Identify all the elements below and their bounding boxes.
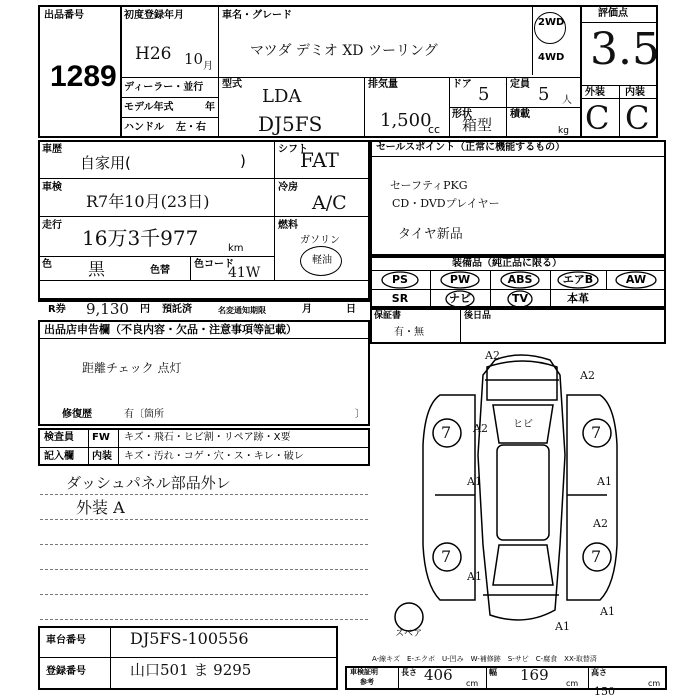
inspector-label: 検査員 — [44, 432, 74, 443]
equip-pw-circle — [441, 272, 479, 288]
color-code-label: 色コード — [194, 259, 234, 270]
mark-tire-fr: 7 — [591, 423, 602, 442]
mark-a1-rear: A1 — [555, 620, 570, 633]
warranty-options: 有・無 — [394, 327, 424, 338]
drive-2wd: 2WD — [538, 17, 565, 28]
handle-options: 左・右 — [176, 122, 206, 133]
mark-a1-left-rear: A1 — [467, 570, 482, 583]
mark-a2-right-rear: A2 — [593, 517, 608, 530]
type-prefix: LDA — [262, 86, 302, 107]
mark-a2-left: A2 — [473, 422, 488, 435]
model-year-label: モデル年式 — [124, 102, 174, 113]
equip-abs-circle — [501, 272, 539, 288]
recycle-label: R券 — [48, 304, 66, 315]
load-label: 積載 — [510, 109, 530, 120]
color-label: 色 — [42, 259, 52, 270]
equip-pw: PW — [449, 273, 471, 286]
height-value: 150 — [594, 685, 615, 698]
doors-value: 5 — [478, 84, 490, 105]
damage-legend: A-線キズ E-エクボ U-凹み W-補修跡 S-サビ C-腐食 XX-取替済 — [372, 655, 597, 663]
dimensions-frame — [345, 666, 667, 690]
car-damage-diagram — [375, 345, 665, 645]
lot-label: 出品番号 — [44, 10, 84, 21]
exterior-label: 外装 — [585, 87, 605, 98]
car-rear-window — [493, 545, 553, 585]
equip-airbag-circle — [558, 272, 598, 288]
shape-value: 箱型 — [462, 116, 493, 134]
mark-a1-bumper: A1 — [600, 605, 615, 618]
fw-items: キズ・飛石・ヒビ割・リペア跡・X要 — [124, 432, 291, 443]
mileage-label: 走行 — [42, 220, 62, 231]
spare-label: スペア — [395, 629, 423, 639]
sales-title: セールスポイント（正常に機能するもの） — [376, 142, 566, 153]
inspector-note-2: 外装 A — [76, 498, 125, 517]
exterior-grade: C — [585, 99, 610, 137]
displacement-label: 排気量 — [368, 79, 398, 90]
score-value: 3.5 — [590, 24, 660, 75]
shape-label: 形状 — [452, 109, 472, 120]
score-label: 評価点 — [598, 8, 628, 19]
repair-value: 有〔箇所 — [124, 409, 164, 420]
car-name-value: マツダ デミオ XD ツーリング — [250, 43, 438, 59]
interior-label: 内装 — [625, 87, 645, 98]
tax-label: 名変通知期限 — [218, 306, 266, 315]
later-label: 後日品 — [464, 311, 492, 321]
warranty-label: 保証書 — [374, 311, 402, 321]
first-registration-era: H26 — [135, 44, 172, 64]
drive-4wd: 4WD — [538, 52, 565, 63]
drive-2wd-circle — [534, 12, 566, 44]
inspection-value: R7年10月(23日) — [86, 192, 210, 211]
equip-sr: SR — [391, 292, 409, 305]
displacement-value: 1,500 — [380, 110, 432, 131]
length-value: 406 — [424, 666, 453, 684]
doors-label: ドア — [452, 79, 472, 90]
sales-line-3: タイヤ新品 — [398, 227, 463, 242]
equip-navi: ナビ — [449, 292, 471, 305]
dealer-label: ディーラー・並行 — [124, 82, 204, 93]
interior-grade: C — [625, 99, 650, 137]
sales-line-2: CD・DVDプレイヤー — [392, 197, 500, 210]
inspection-label: 車検 — [42, 182, 62, 193]
plate-value: 山口501 ま 9295 — [130, 661, 252, 679]
car-roof — [497, 445, 549, 540]
width-value: 169 — [520, 666, 549, 684]
color-change-label: 色替 — [150, 265, 170, 276]
type-label: 型式 — [222, 79, 242, 90]
plate-label: 登録番号 — [46, 666, 86, 677]
history-label: 車歴 — [42, 144, 62, 155]
first-registration-label: 初度登録年月 — [124, 10, 184, 21]
mileage-value: 16万3千977 — [82, 226, 199, 250]
sales-line-1: セーフティPKG — [390, 179, 468, 192]
color-value: 黒 — [88, 260, 105, 280]
chassis-label: 車台番号 — [46, 635, 86, 646]
equip-aw-circle — [616, 272, 656, 288]
equip-navi-circle — [446, 291, 474, 307]
shift-value: FAT — [300, 148, 339, 172]
chassis-value: DJ5FS-100556 — [130, 629, 249, 648]
equip-tv: TV — [511, 292, 529, 305]
mark-tire-rl: 7 — [441, 547, 452, 566]
lot-number: 1289 — [50, 60, 117, 93]
capacity-value: 5 — [538, 84, 550, 105]
equip-ps-circle — [382, 272, 418, 288]
mark-tire-rr: 7 — [591, 547, 602, 566]
spare-tire — [395, 603, 423, 631]
mark-a2-front-right: A2 — [580, 369, 595, 382]
fuel-type: ガソリン — [300, 235, 340, 246]
equip-airbag: エアB — [562, 273, 594, 286]
recycle-value: 9,130 — [86, 300, 129, 318]
inspector-entry-label: 記入欄 — [44, 451, 74, 462]
equip-ps: PS — [392, 273, 408, 286]
warranty-frame — [370, 308, 666, 344]
first-registration-month: 10 — [184, 50, 204, 68]
equip-leather: 本革 — [567, 292, 589, 305]
ac-label: 冷房 — [278, 182, 298, 193]
declaration-title: 出品店申告欄（不良内容・欠品・注意事項等記載） — [44, 323, 297, 336]
handle-label: ハンドル — [124, 122, 164, 133]
equip-tv-circle — [508, 291, 532, 307]
equip-aw: AW — [625, 273, 647, 286]
recycle-status: 預託済 — [162, 304, 192, 315]
equipment-circles — [370, 270, 666, 308]
auction-sheet: 出品番号 1289 初度登録年月 H26 10 月 車名・グレード マツダ デミオ XD ツーリング 2WD 4WD 評価点 3.5 ディーラー・並行 モデル年式 年 ハンドル 左・右 型式 LDA DJ5FS 排気量 1,500 cc ドア 5 定員 5 人 形状 箱型 積載 kg 外装 内装 C C 車歴 自家用( ) シフト FAT 車検 R7年10月(23日) 冷房 A/C 走行 16万3千977 km 燃料 ガソリン 軽油 色 黒 色替 色コード 41W R券 9,130 円 預託済 名変通知期限 月 日 セールスポイント（正常に機能するもの） セーフティPKG CD・DVDプレイヤー タイヤ新品 装備品（純正品に限る） PS PW ABS エアB AW SR ナビ TV 本革 保証書 有・無 後日品 出品店申告欄（不良内容・欠品・注意事項等記載） 距離チェック 点灯 修復歴 有〔箇所 〕 検査員 記入欄 FW 内装 キズ・飛石・ヒビ割・リペア跡・X要 キズ・汚れ・コゲ・穴・ス・キレ・破レ ダッシュパネル部品外レ 外装 A A2 A2 A2 A1 A1 A1 A2 A1 A1 7 7 7 7 ヒビ スペア A-線キズ E-エクボ U-凹み W-補修跡 S-サビ C-腐食 XX-取替済 車検証明 参考 長さ 406 cm 幅 169 cm 高さ 150 cm 車台番号 DJ5FS-100556 登録番号 山口501 ま 9295 — [0, 0, 700, 700]
equipment-title: 装備品（純正品に限る） — [452, 258, 562, 269]
fuel-option: 軽油 — [312, 255, 332, 266]
capacity-label: 定員 — [510, 79, 530, 90]
ac-value: A/C — [312, 192, 347, 214]
mark-a1-left-door: A1 — [467, 475, 482, 488]
type-value: DJ5FS — [258, 112, 323, 136]
interior-items: キズ・汚れ・コゲ・穴・ス・キレ・破レ — [124, 451, 304, 462]
fuel-label: 燃料 — [278, 220, 298, 231]
inspector-note-1: ダッシュパネル部品外レ — [66, 474, 231, 492]
color-code-value: 41W — [228, 265, 261, 281]
history-value: 自家用( — [80, 154, 131, 172]
mark-a1-right-door: A1 — [597, 475, 612, 488]
equip-abs: ABS — [507, 273, 533, 286]
declaration-note: 距離チェック 点灯 — [82, 361, 182, 375]
mark-tire-fl: 7 — [441, 423, 452, 442]
mark-a2-front: A2 — [485, 349, 500, 362]
car-name-label: 車名・グレード — [222, 10, 292, 21]
repair-label: 修復歴 — [62, 409, 92, 420]
fuel-option-circle — [300, 246, 342, 276]
mark-windshield-crack: ヒビ — [513, 419, 533, 430]
shift-label: シフト — [278, 144, 308, 155]
